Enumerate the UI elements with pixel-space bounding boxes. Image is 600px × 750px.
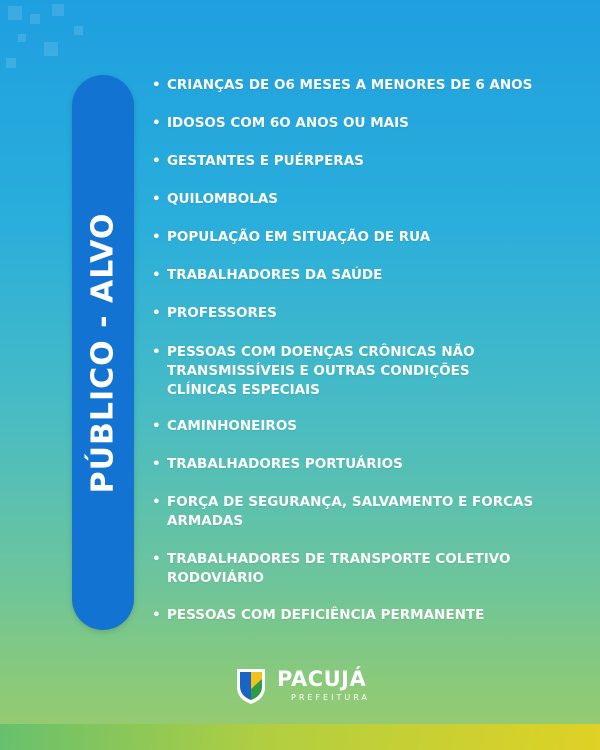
list-item xyxy=(152,266,572,285)
list-item-line: FORÇA DE SEGURANÇA, SALVAMENTO E FORCAS xyxy=(167,494,534,510)
list-item xyxy=(152,228,572,247)
bullet-icon: • xyxy=(152,267,161,283)
logo-name: PACUJÁ xyxy=(277,667,367,691)
list-item-text xyxy=(167,266,572,285)
list-item-line: CAMINHONEIROS xyxy=(167,418,298,434)
list-item-line: CLÍNICAS ESPECIAIS xyxy=(167,382,320,398)
list-item-line: PESSOAS COM DEFICIÊNCIA PERMANENTE xyxy=(167,607,485,623)
bullet-icon: • xyxy=(152,77,161,93)
bullet-icon: • xyxy=(152,305,161,321)
list-item-text xyxy=(167,114,572,133)
bullet-icon: • xyxy=(152,456,161,472)
list-item-line: RODOVIÁRIO xyxy=(167,570,265,586)
list-item-line: IDOSOS COM 6O ANOS OU MAIS xyxy=(167,115,409,131)
bottom-color-bar xyxy=(0,724,600,750)
list-item xyxy=(152,550,572,588)
bullet-icon: • xyxy=(152,344,161,360)
list-item-line: TRABALHADORES DE TRANSPORTE COLETIVO xyxy=(167,551,511,567)
list-item-text xyxy=(167,417,572,436)
list-item-text xyxy=(167,606,572,625)
bullet-icon: • xyxy=(152,191,161,207)
list-item-text xyxy=(167,190,572,209)
list-item-line: POPULAÇÃO EM SITUAÇÃO DE RUA xyxy=(167,229,431,245)
list-item xyxy=(152,343,572,400)
list-item-text xyxy=(167,228,572,247)
shield-icon xyxy=(233,665,269,705)
list-item-text xyxy=(167,455,572,474)
public-target-banner xyxy=(72,75,134,630)
list-item xyxy=(152,76,572,95)
list-item-line: PESSOAS COM DOENÇAS CRÔNICAS NÃO xyxy=(167,344,475,360)
list-item-text xyxy=(167,493,572,531)
list-item-text xyxy=(167,76,572,95)
list-item-line: TRABALHADORES DA SAÚDE xyxy=(167,267,383,283)
list-item xyxy=(152,304,572,323)
list-item-text xyxy=(167,304,572,323)
list-item-text xyxy=(167,343,572,400)
list-item-line: TRABALHADORES PORTUÁRIOS xyxy=(167,456,403,472)
bullet-icon: • xyxy=(152,229,161,245)
logo-subtitle: PREFEITURA xyxy=(291,693,370,702)
list-item xyxy=(152,493,572,531)
bullet-icon: • xyxy=(152,607,161,623)
pacuja-logo xyxy=(233,665,373,705)
list-item-line: ARMADAS xyxy=(167,513,244,529)
list-item xyxy=(152,606,572,625)
list-item-line: CRIANÇAS DE O6 MESES A MENORES DE 6 ANOS xyxy=(167,77,533,93)
list-item-text xyxy=(167,550,572,588)
banner-title: PÚBLICO - ALVO xyxy=(85,212,121,493)
decorative-squares xyxy=(0,0,110,80)
list-item xyxy=(152,114,572,133)
list-item xyxy=(152,417,572,436)
list-item xyxy=(152,455,572,474)
bullet-icon: • xyxy=(152,418,161,434)
list-item xyxy=(152,152,572,171)
bullet-icon: • xyxy=(152,551,161,567)
list-item-line: PROFESSORES xyxy=(167,305,277,321)
list-item xyxy=(152,190,572,209)
list-item-text xyxy=(167,152,572,171)
bullet-icon: • xyxy=(152,494,161,510)
bullet-icon: • xyxy=(152,153,161,169)
list-item-line: TRANSMISSÍVEIS E OUTRAS CONDIÇÕES xyxy=(167,363,470,379)
bullet-icon: • xyxy=(152,115,161,131)
list-item-line: QUILOMBOLAS xyxy=(167,191,279,207)
list-item-line: GESTANTES E PUÉRPERAS xyxy=(167,153,364,169)
